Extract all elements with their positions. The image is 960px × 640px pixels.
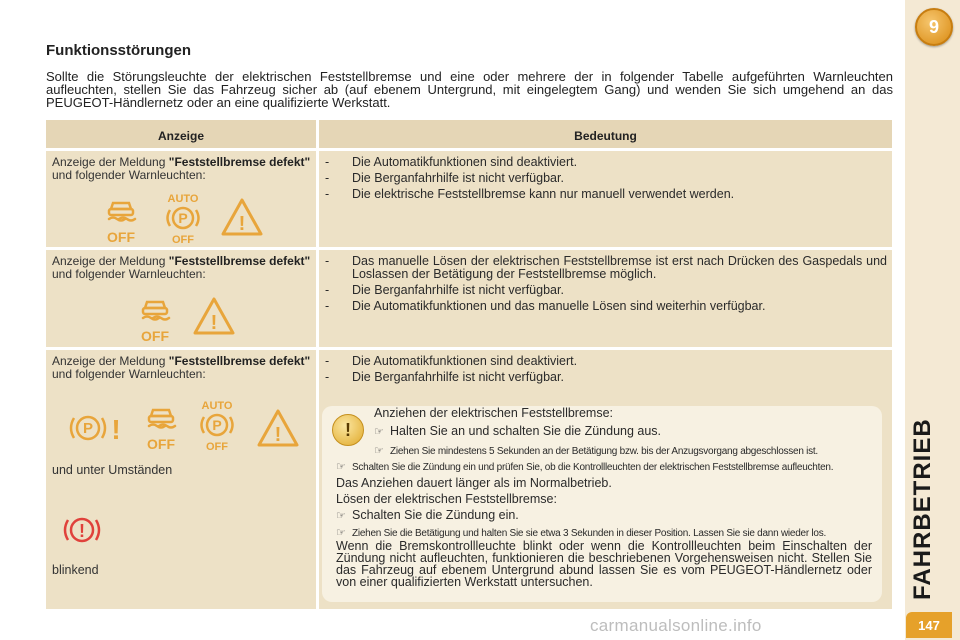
table-row — [46, 151, 892, 247]
auto-label: AUTO — [167, 193, 199, 205]
header-bedeutung: Bedeutung — [574, 129, 637, 143]
p-label: P — [212, 417, 222, 433]
row-bullets — [325, 156, 887, 204]
warning-triangle-icon — [220, 197, 264, 237]
conditional-note: und unter Umständen — [52, 463, 173, 477]
pointing-hand-icon: ☞ — [336, 510, 346, 522]
brake-warning-icon — [60, 510, 104, 550]
note-line: Das Anziehen dauert länger als im Normalbetrieb. — [336, 476, 612, 490]
p-label: P — [178, 210, 188, 226]
page-title: Funktionsstörungen — [46, 42, 191, 59]
chapter-title: FAHRBETRIEB — [909, 418, 936, 600]
pointing-hand-icon: ☞ — [336, 527, 346, 539]
list-item: - Die Automatikfunktionen sind deaktiviert. — [325, 156, 887, 169]
note-heading-release: Lösen der elektrischen Feststellbremse: — [336, 492, 557, 506]
pointing-hand-icon: ☞ — [374, 426, 384, 438]
auto-parking-off-icon — [160, 191, 206, 245]
off-label: OFF — [141, 328, 169, 344]
list-item: - Die Automatikfunktionen sind deaktiviert. — [325, 355, 887, 368]
list-item: - Die Berganfahrhilfe ist nicht verfügbar. — [325, 172, 887, 185]
blinking-label: blinkend — [52, 563, 99, 577]
exclam-label: ! — [210, 312, 218, 334]
info-exclamation-icon: ! — [332, 414, 364, 446]
warning-triangle-icon — [192, 296, 236, 336]
note-step: ☞ Schalten Sie die Zündung ein und prüfen Sie, ob die Kontrollleuchten der elektrischen Feststellbremse aufleuchten. — [336, 461, 834, 473]
header-anzeige: Anzeige — [157, 129, 204, 143]
esc-off-icon — [98, 195, 144, 245]
list-item: - Die elektrische Feststellbremse kann nur manuell verwendet werden. — [325, 188, 887, 201]
row-label: Anzeige der Meldung "Feststellbremse defekt" und folgender Warnleuchten: — [52, 354, 311, 381]
note-heading-apply: Anziehen der elektrischen Feststellbremse: — [374, 406, 614, 420]
exclam-label: ! — [79, 521, 85, 541]
list-item: - Die Berganfahrhilfe ist nicht verfügbar. — [325, 371, 887, 384]
table-header — [46, 120, 892, 148]
parking-brake-fault-icon — [66, 408, 126, 448]
note-step: ☞ Ziehen Sie die Betätigung und halten Sie sie etwa 3 Sekunden in dieser Position. Lassen Sie sie dann wieder los. — [336, 527, 826, 539]
off-label: OFF — [172, 234, 194, 245]
exclam-label: ! — [274, 424, 282, 446]
list-item: - Das manuelle Lösen der elektrischen Feststellbremse ist erst nach Drücken des Gaspedals und Loslassen der Betätigung der Feststellbremse möglich. — [325, 255, 887, 281]
esc-off-icon — [138, 402, 184, 452]
off-label: OFF — [107, 229, 135, 245]
list-item: - Die Berganfahrhilfe ist nicht verfügbar. — [325, 284, 887, 297]
auto-parking-off-icon — [194, 398, 240, 452]
row-bullets — [325, 255, 887, 316]
row-label: Anzeige der Meldung "Feststellbremse defekt" und folgender Warnleuchten: — [52, 254, 311, 281]
note-box — [322, 406, 882, 602]
exclam-label: ! — [111, 414, 121, 445]
note-final-paragraph: Wenn die Bremskontrollleuchte blinkt oder wenn die Kontrollleuchten beim Einschalten der Zündung nicht aufleuchten, funktionieren die beschriebenen Vorgehensweisen nicht. Stellen Sie das Fahrzeug auf ebenem Untergrund abund lassen Sie es vom PEUGEOT-Händlernetz oder von einer qualifizierten Werkstatt untersuchen. — [336, 539, 872, 589]
note-step: ☞ Ziehen Sie mindestens 5 Sekunden an der Betätigung bzw. bis der Anzugsvorgang abgeschlossen ist. — [374, 445, 818, 457]
esc-off-icon — [132, 294, 178, 344]
note-step: ☞ Halten Sie an und schalten Sie die Zündung aus. — [374, 424, 662, 438]
watermark: carmanualsonline.info — [590, 616, 762, 635]
off-label: OFF — [147, 436, 175, 452]
chapter-badge: 9 — [915, 8, 953, 46]
list-item: - Die Automatikfunktionen und das manuelle Lösen sind weiterhin verfügbar. — [325, 300, 887, 313]
row-bullets — [325, 355, 887, 387]
table-row — [46, 250, 892, 347]
page-number: 147 — [906, 612, 952, 638]
pointing-hand-icon: ☞ — [374, 445, 384, 457]
pointing-hand-icon: ☞ — [336, 461, 346, 473]
p-label: P — [82, 420, 94, 437]
intro-paragraph: Sollte die Störungsleuchte der elektrischen Feststellbremse und eine oder mehrere der in folgender Tabelle aufgeführten Warnleuchten aufleuchten, stellen Sie das Fahrzeug sicher ab (auf ebenem Untergrund, mit eingelegtem Gang) und wenden Sie sich umgehend an das PEUGEOT-Händlernetz oder an eine qualifizierte Werkstatt. — [46, 69, 893, 110]
off-label: OFF — [206, 441, 228, 452]
auto-label: AUTO — [201, 400, 233, 412]
row-label: Anzeige der Meldung "Feststellbremse defekt" und folgender Warnleuchten: — [52, 155, 311, 182]
warning-triangle-icon — [256, 408, 300, 448]
exclam-label: ! — [238, 213, 246, 235]
note-step: ☞ Schalten Sie die Zündung ein. — [336, 508, 519, 522]
